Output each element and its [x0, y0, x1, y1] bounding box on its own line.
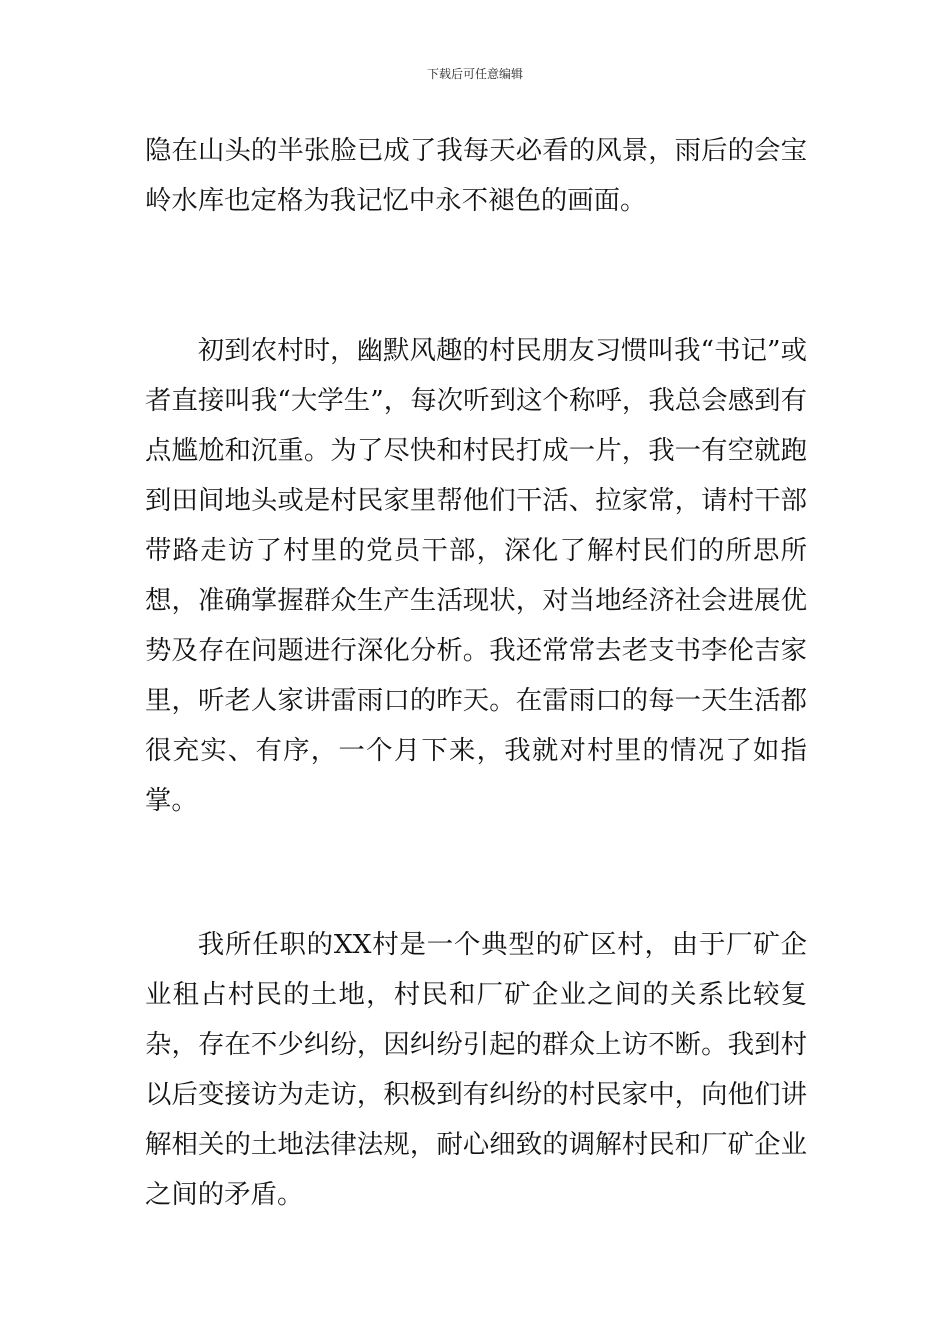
page-header-note: 下载后可任意编辑 — [426, 67, 523, 81]
paragraph-arrival-village: 初到农村时，幽默风趣的村民朋友习惯叫我“书记”或者直接叫我“大学生”，每次听到这个称呼，我总会感到有点尴尬和沉重。为了尽快和村民打成一片，我一有空就跑到田间地头或是村民家里帮他们干活、拉家常，请村干部带路走访了村里的党员干部，深化了解村民们的所思所想，准确掌握群众生产生活现状，对当地经济社会进展优势及存在问题进行深化分析。我还常常去老支书李伦吉家里，听老人家讲雷雨口的昨天。在雷雨口的每一天生活都很充实、有序，一个月下来，我就对村里的情况了如指掌。 — [145, 335, 807, 816]
paragraph-reservoir-scenery: 隐在山头的半张脸已成了我每天必看的风景，雨后的会宝岭水库也定格为我记忆中永不褪色的画面。 — [145, 135, 807, 216]
paragraph-mining-village: 我所任职的XX村是一个典型的矿区村，由于厂矿企业租占村民的土地，村民和厂矿企业之间的关系比较复杂，存在不少纠纷，因纠纷引起的群众上访不断。我到村以后变接访为走访，积极到有纠纷的村民家中，向他们讲解相关的土地法律法规，耐心细致的调解村民和厂矿企业之间的矛盾。 — [145, 929, 807, 1210]
